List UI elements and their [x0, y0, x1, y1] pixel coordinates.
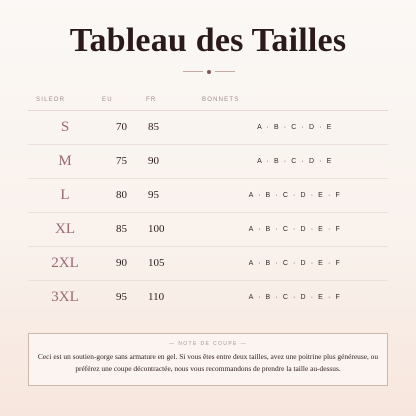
row-bonnets: A · B · C · D · E [202, 144, 388, 178]
row-bonnets: A · B · C · D · E · F [202, 246, 388, 280]
row-size: XL [28, 212, 102, 246]
row-size: L [28, 178, 102, 212]
title-ornament [183, 69, 235, 75]
table-row [28, 246, 388, 280]
row-eu: 80 [102, 178, 146, 212]
header-eu: EU [102, 90, 146, 110]
row-bonnets: A · B · C · D · E · F [202, 178, 388, 212]
row-eu: 90 [102, 246, 146, 280]
row-bonnets: A · B · C · D · E · F [202, 212, 388, 246]
header-bonnets: BONNETS [202, 90, 388, 110]
ornament-line-left [183, 71, 203, 72]
table-row [28, 178, 388, 212]
row-fr: 110 [148, 291, 165, 304]
row-fr: 100 [146, 212, 202, 246]
fit-note-box [28, 333, 388, 386]
row-size: 2XL [28, 246, 102, 280]
table-row [28, 110, 388, 144]
row-eu: 85 [102, 212, 146, 246]
table-row [28, 280, 388, 314]
ornament-dot [207, 70, 211, 74]
row-bonnets: A · B · C · D · E · F [248, 293, 342, 301]
ornament-line-right [215, 71, 235, 72]
row-size: M [28, 144, 102, 178]
header-size: SILEOR [28, 90, 102, 110]
row-fr: 85 [146, 110, 202, 144]
page-title: Tableau des Tailles [69, 22, 347, 59]
row-eu: 95 [116, 291, 127, 304]
row-fr: 105 [146, 246, 202, 280]
row-eu: 70 [102, 110, 146, 144]
table-row [28, 144, 388, 178]
row-size: S [28, 110, 102, 144]
row-size: 3XL [51, 288, 79, 305]
header-fr: FR [146, 90, 202, 110]
row-eu: 75 [102, 144, 146, 178]
table-row [28, 212, 388, 246]
row-fr: 95 [146, 178, 202, 212]
fit-note-text: Ceci est un soutien-gorge sans armature en gel. Si vous êtes entre deux tailles, avez une poitrine plus généreuse, ou préférez une coupe décontractée, nous vous recommandons de prendre la taille au-dessus. [37, 352, 379, 373]
size-table [28, 90, 388, 314]
row-bonnets: A · B · C · D · E [202, 110, 388, 144]
fit-note-title: — NOTE DE COUPE — [169, 341, 247, 347]
row-fr: 90 [146, 144, 202, 178]
table-header-row [28, 90, 388, 110]
